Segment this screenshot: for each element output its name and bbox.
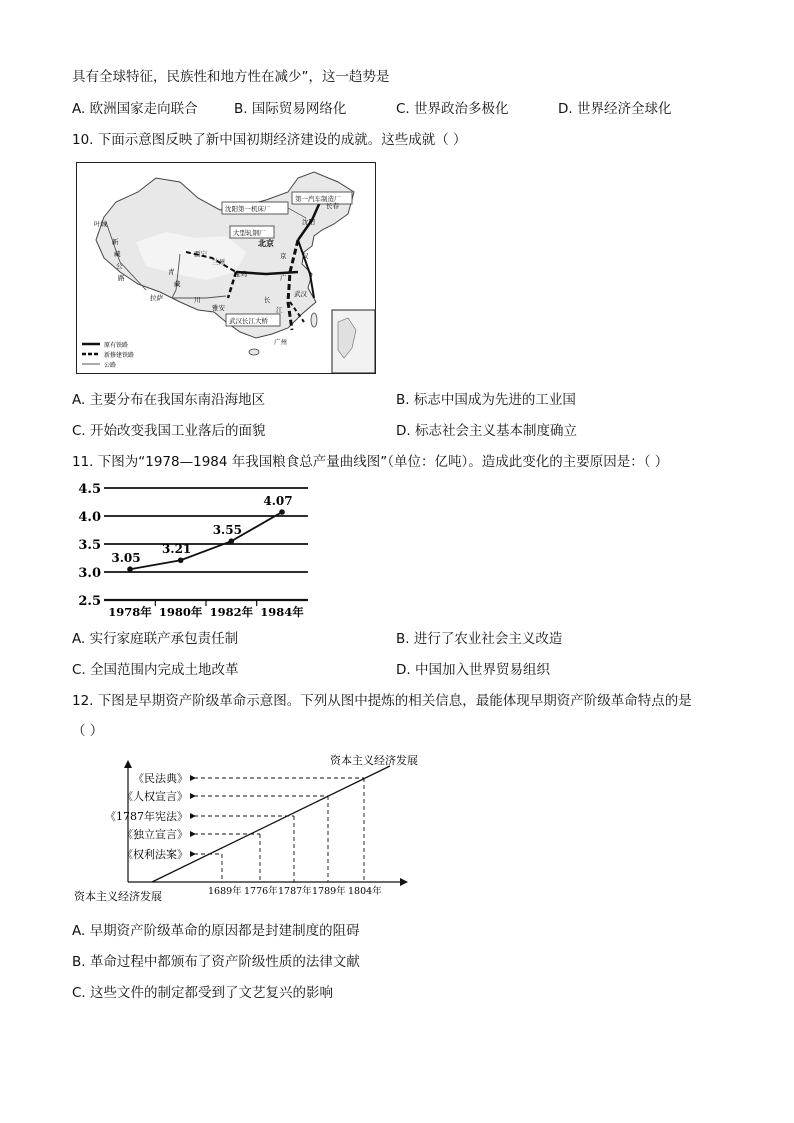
svg-text:大型轧钢厂: 大型轧钢厂 bbox=[233, 229, 266, 237]
q10-option-a[interactable]: A. 主要分布在我国东南沿海地区 bbox=[72, 392, 266, 408]
svg-text:公路: 公路 bbox=[104, 362, 117, 369]
q10-china-map bbox=[76, 162, 376, 374]
revolution-diagram bbox=[72, 750, 422, 908]
svg-text:雅安: 雅安 bbox=[212, 304, 225, 312]
data-point bbox=[178, 557, 184, 563]
data-point bbox=[127, 566, 133, 572]
svg-text:京: 京 bbox=[280, 252, 287, 260]
svg-text:叶城: 叶城 bbox=[94, 220, 107, 228]
data-point bbox=[279, 509, 285, 515]
data-label: 4.07 bbox=[263, 494, 293, 509]
svg-text:武汉长江大桥: 武汉长江大桥 bbox=[229, 317, 268, 325]
doc-label: 《独立宣言》 bbox=[122, 828, 188, 841]
year-label: 1789年 bbox=[312, 886, 346, 897]
q10-stem: 10. 下面示意图反映了新中国初期经济建设的成就。这些成就（ ） bbox=[72, 132, 467, 148]
svg-text:原有铁路: 原有铁路 bbox=[104, 342, 129, 349]
svg-text:兰州: 兰州 bbox=[212, 258, 225, 266]
svg-text:新: 新 bbox=[112, 238, 119, 246]
data-label: 3.05 bbox=[111, 551, 141, 566]
svg-text:川: 川 bbox=[194, 296, 201, 304]
q12-option-c[interactable]: C. 这些文件的制定都受到了文艺复兴的影响 bbox=[72, 985, 334, 1001]
svg-text:第一汽车制造厂: 第一汽车制造厂 bbox=[295, 195, 341, 203]
svg-text:西宁: 西宁 bbox=[194, 250, 207, 258]
year-label: 1787年 bbox=[278, 886, 312, 897]
grain-output-chart bbox=[74, 482, 314, 620]
bottom-axis-label: 资本主义经济发展 bbox=[74, 890, 162, 903]
q11-stem: 11. 下图为“1978—1984 年我国粮食总产量曲线图”（单位：亿吨）。造成此变化的主要原因是：（ ） bbox=[72, 454, 669, 470]
svg-text:拉萨: 拉萨 bbox=[150, 294, 163, 302]
svg-text:路: 路 bbox=[118, 274, 125, 282]
q11-option-a[interactable]: A. 实行家庭联产承包责任制 bbox=[72, 631, 239, 647]
doc-label: 《民法典》 bbox=[133, 772, 188, 785]
year-label: 1804年 bbox=[348, 886, 382, 897]
svg-text:新修建铁路: 新修建铁路 bbox=[104, 352, 135, 359]
svg-text:武汉: 武汉 bbox=[294, 290, 307, 298]
q10-option-d[interactable]: D. 标志社会主义基本制度确立 bbox=[396, 423, 577, 439]
x-tick-label: 1980年 bbox=[158, 605, 203, 619]
q9-stem-tail: 具有全球特征，民族性和地方性在减少”，这一趋势是 bbox=[72, 69, 390, 85]
svg-text:汉: 汉 bbox=[302, 252, 309, 260]
data-point bbox=[229, 538, 235, 544]
svg-text:广: 广 bbox=[280, 274, 287, 282]
q9-option-d[interactable]: D. 世界经济全球化 bbox=[558, 101, 672, 117]
top-axis-label: 资本主义经济发展 bbox=[330, 754, 418, 767]
q10-option-c[interactable]: C. 开始改变我国工业落后的面貌 bbox=[72, 423, 266, 439]
svg-text:广州: 广州 bbox=[274, 338, 287, 346]
svg-text:宝鸡: 宝鸡 bbox=[234, 270, 247, 278]
svg-text:公: 公 bbox=[116, 262, 123, 270]
svg-text:北京: 北京 bbox=[258, 238, 274, 248]
q11-option-b[interactable]: B. 进行了农业社会主义改造 bbox=[396, 631, 563, 647]
q12-option-a[interactable]: A. 早期资产阶级革命的原因都是封建制度的阻碍 bbox=[72, 923, 360, 939]
q11-option-d[interactable]: D. 中国加入世界贸易组织 bbox=[396, 662, 550, 678]
svg-text:藏: 藏 bbox=[174, 280, 181, 288]
svg-text:沈阳: 沈阳 bbox=[302, 218, 315, 226]
y-tick-label: 4.5 bbox=[78, 482, 101, 497]
q9-option-b[interactable]: B. 国际贸易网络化 bbox=[234, 101, 347, 117]
svg-text:藏: 藏 bbox=[114, 250, 121, 258]
data-label: 3.55 bbox=[212, 523, 242, 538]
x-tick-label: 1984年 bbox=[260, 605, 304, 619]
y-tick-label: 4.0 bbox=[78, 510, 101, 525]
year-label: 1776年 bbox=[244, 886, 278, 897]
data-label: 3.21 bbox=[162, 542, 192, 557]
svg-text:青: 青 bbox=[168, 268, 175, 276]
x-tick-label: 1982年 bbox=[209, 605, 254, 619]
svg-text:江: 江 bbox=[276, 306, 283, 314]
q9-option-c[interactable]: C. 世界政治多极化 bbox=[396, 101, 509, 117]
svg-text:长春: 长春 bbox=[326, 202, 339, 210]
doc-label: 《人权宣言》 bbox=[122, 790, 188, 803]
series-line bbox=[130, 512, 282, 569]
doc-label: 《1787年宪法》 bbox=[105, 810, 188, 823]
q12-stem: 12. 下图是早期资产阶级革命示意图。下列从图中提炼的相关信息，最能体现早期资产阶级革命特点的是 bbox=[72, 693, 692, 709]
y-tick-label: 3.0 bbox=[78, 566, 101, 581]
y-tick-label: 2.5 bbox=[78, 594, 101, 609]
svg-text:沈阳第一机床厂: 沈阳第一机床厂 bbox=[225, 205, 271, 213]
q12-stem-paren: （ ） bbox=[72, 723, 104, 739]
x-tick-label: 1978年 bbox=[108, 605, 152, 619]
q12-option-b[interactable]: B. 革命过程中都颁布了资产阶级性质的法律文献 bbox=[72, 954, 360, 970]
y-tick-label: 3.5 bbox=[78, 538, 101, 553]
year-label: 1689年 bbox=[208, 886, 242, 897]
q9-option-a[interactable]: A. 欧洲国家走向联合 bbox=[72, 101, 198, 117]
q10-option-b[interactable]: B. 标志中国成为先进的工业国 bbox=[396, 392, 576, 408]
svg-text:长: 长 bbox=[264, 296, 271, 304]
doc-label: 《权利法案》 bbox=[122, 848, 188, 861]
q11-option-c[interactable]: C. 全国范围内完成土地改革 bbox=[72, 662, 239, 678]
